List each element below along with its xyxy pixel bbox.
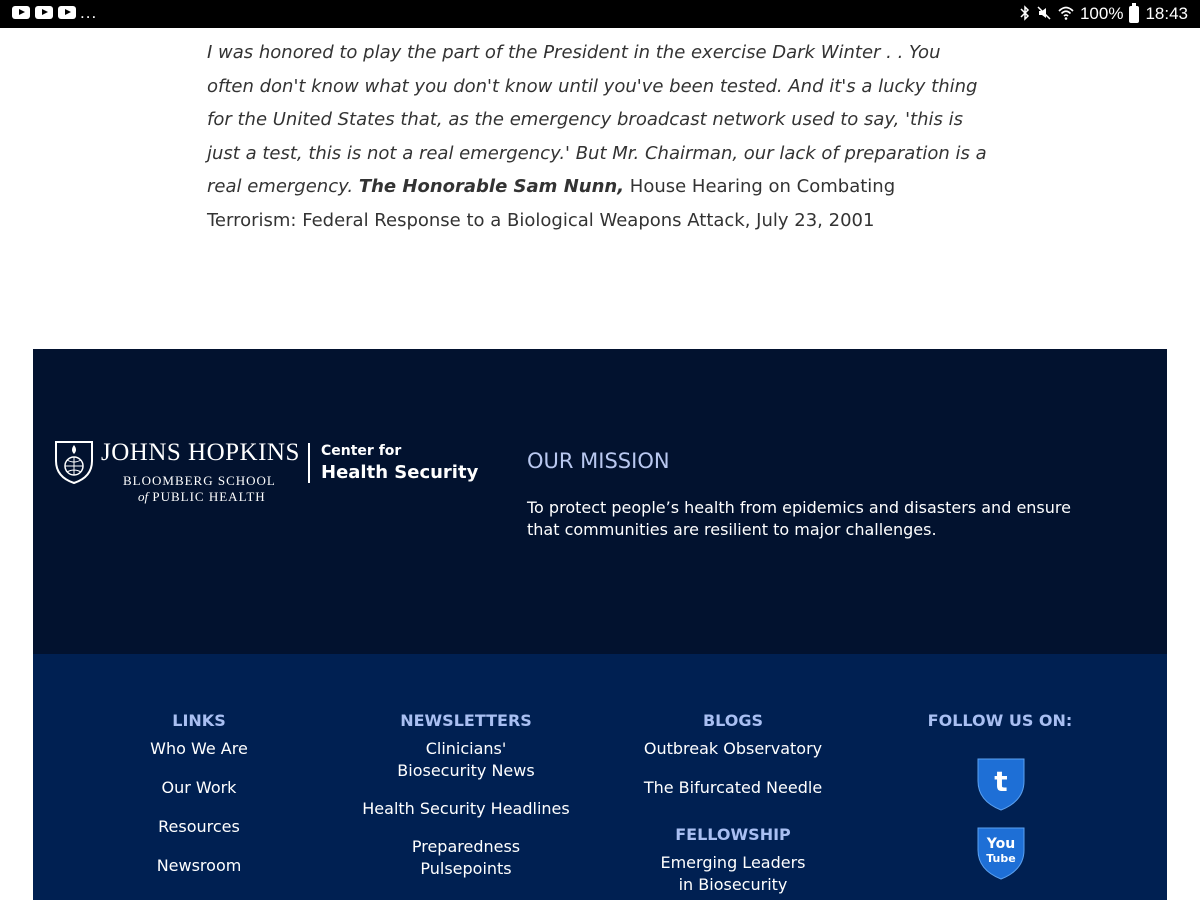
bluetooth-icon (1020, 5, 1030, 24)
footer-links-section (33, 654, 1167, 916)
youtube-notification-icon (35, 6, 53, 19)
more-notifications-icon: ... (80, 3, 98, 22)
link-preparedness-pulsepoints[interactable]: Preparedness Pulsepoints (411, 837, 521, 878)
blogs-column (623, 710, 843, 918)
mission-text: To protect people’s health from epidemics and disasters and ensure that communities are resilient to major challenges. (527, 498, 1071, 539)
link-clinicians-biosecurity-news[interactable]: Clinicians' Biosecurity News (397, 739, 535, 780)
wifi-icon (1058, 5, 1074, 24)
johns-hopkins-logo[interactable] (53, 437, 300, 507)
link-newsroom[interactable]: Newsroom (156, 856, 242, 875)
clock: 18:43 (1145, 4, 1188, 23)
center-logo-line1: Center for (321, 443, 402, 459)
university-shield-icon (53, 439, 95, 485)
footer-mission-section (33, 349, 1167, 654)
links-column (89, 710, 309, 877)
status-bar (0, 0, 1200, 28)
battery-icon (1129, 6, 1139, 23)
link-resources[interactable]: Resources (158, 817, 240, 836)
svg-text:You: You (986, 836, 1016, 852)
link-elbi[interactable]: Emerging Leaders in Biosecurity (ELBI) (660, 853, 806, 916)
link-health-security-headlines[interactable]: Health Security Headlines (362, 799, 570, 818)
youtube-notification-icon (12, 6, 30, 19)
mission-heading: OUR MISSION (527, 449, 670, 473)
battery-percent: 100% (1079, 4, 1124, 23)
logo-subtitle: BLOOMBERG SCHOOL (123, 473, 276, 488)
center-logo-line2: Health Security (321, 462, 479, 483)
quote-block (207, 36, 987, 238)
logo-divider (308, 443, 310, 483)
links-heading: LINKS (172, 711, 226, 730)
youtube-icon[interactable] (976, 826, 1026, 880)
logo-title: JOHNS HOPKINS (101, 439, 300, 466)
quote-text: I was honored to play the part of the President in the exercise Dark Winter . . You often don't know what you don't know until you've been tested. And it's a lucky thing for the United States that, as the emergency broadcast network used to say, 'this is just a test, this is not a real emergency.' But Mr. Chairman, our lack of preparation is a real emergency. (207, 42, 987, 198)
link-who-we-are[interactable]: Who We Are (150, 739, 248, 758)
twitter-icon[interactable] (976, 757, 1026, 811)
svg-text:t: t (994, 765, 1008, 798)
youtube-notification-icon (58, 6, 76, 19)
follow-heading: FOLLOW US ON: (927, 711, 1073, 730)
svg-text:Tube: Tube (986, 852, 1016, 865)
link-bifurcated-needle[interactable]: The Bifurcated Needle (643, 778, 823, 797)
mute-icon (1036, 5, 1052, 24)
logo-subtitle-2: of PUBLIC HEALTH (138, 489, 266, 504)
newsletters-heading: NEWSLETTERS (400, 711, 532, 730)
quote-speaker: The Honorable Sam Nunn, (358, 176, 625, 198)
quote-source: House Hearing on Combating Terrorism: Federal Response to a Biological Weapons Attack, July 23, 2001 (207, 176, 896, 231)
link-outbreak-observatory[interactable]: Outbreak Observatory (643, 739, 823, 758)
fellowship-heading: FELLOWSHIP (675, 825, 791, 844)
follow-column (889, 710, 1111, 732)
link-our-work[interactable]: Our Work (161, 778, 237, 797)
blogs-heading: BLOGS (702, 711, 764, 730)
newsletters-column (356, 710, 576, 880)
